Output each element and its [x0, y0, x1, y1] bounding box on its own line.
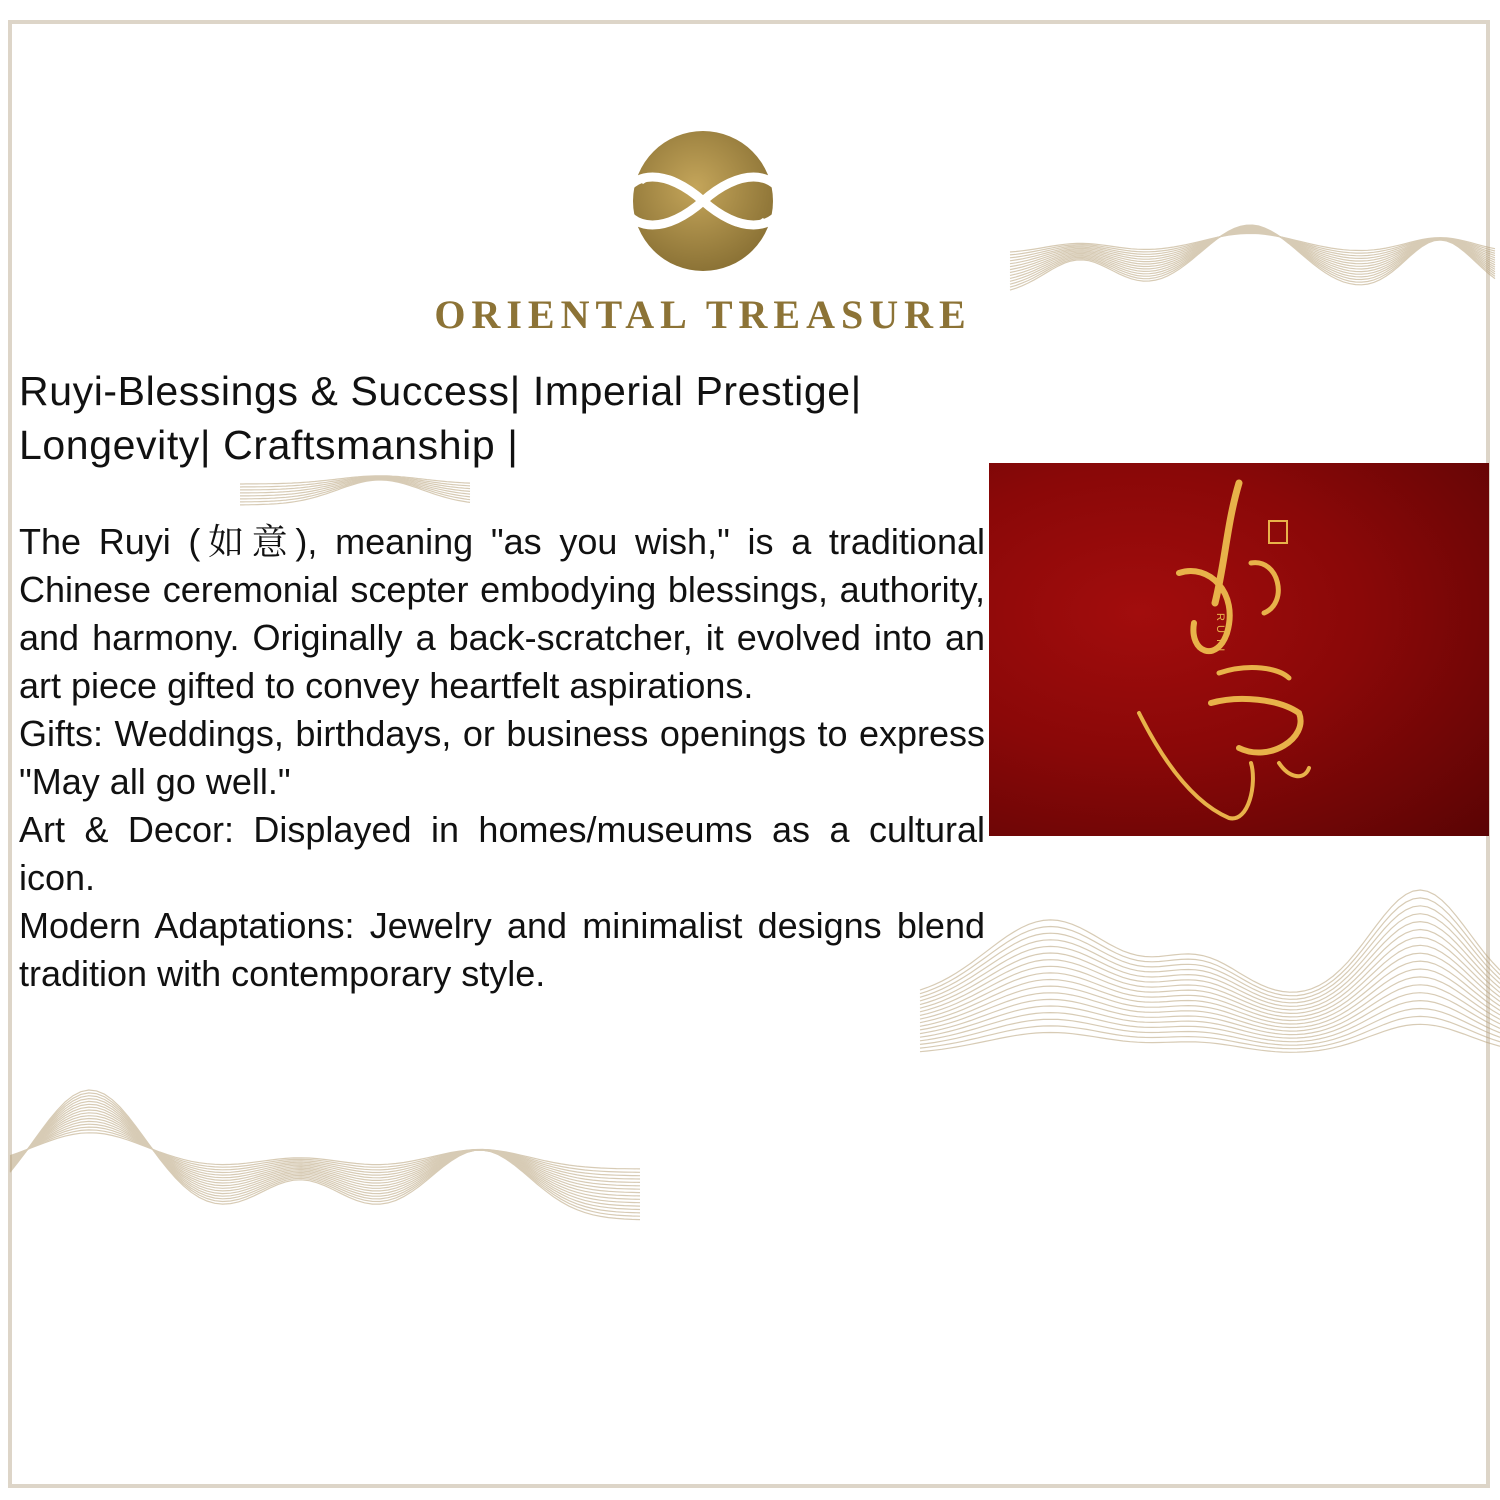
calligraphy-caption: RUYI — [1214, 613, 1226, 656]
title-line-2: Longevity| Craftsmanship | — [19, 422, 519, 468]
brand-name: ORIENTAL TREASURE — [434, 292, 972, 337]
ruyi-calligraphy-image — [989, 463, 1489, 836]
modern-paragraph: Modern Adaptations: Jewelry and minimalist designs blend tradition with contemporary style. — [19, 905, 985, 994]
infinity-wave-icon — [612, 131, 794, 271]
calligraphy-artwork — [989, 463, 1489, 836]
description — [19, 518, 985, 998]
page-title — [19, 364, 987, 472]
intro-paragraph: The Ruyi (如意), meaning "as you wish," is a traditional Chinese ceremonial scepter embodying blessings, authority, and harmony. Originally a back-scratcher, it evolved into an art piece gifted to convey heartfelt aspirations. — [19, 521, 985, 706]
title-line-1: Ruyi-Blessings & Success| Imperial Prestige| — [19, 368, 862, 414]
art-decor-paragraph: Art & Decor: Displayed in homes/museums as a cultural icon. — [19, 809, 985, 898]
gifts-paragraph: Gifts: Weddings, birthdays, or business openings to express "May all go well." — [19, 713, 985, 802]
